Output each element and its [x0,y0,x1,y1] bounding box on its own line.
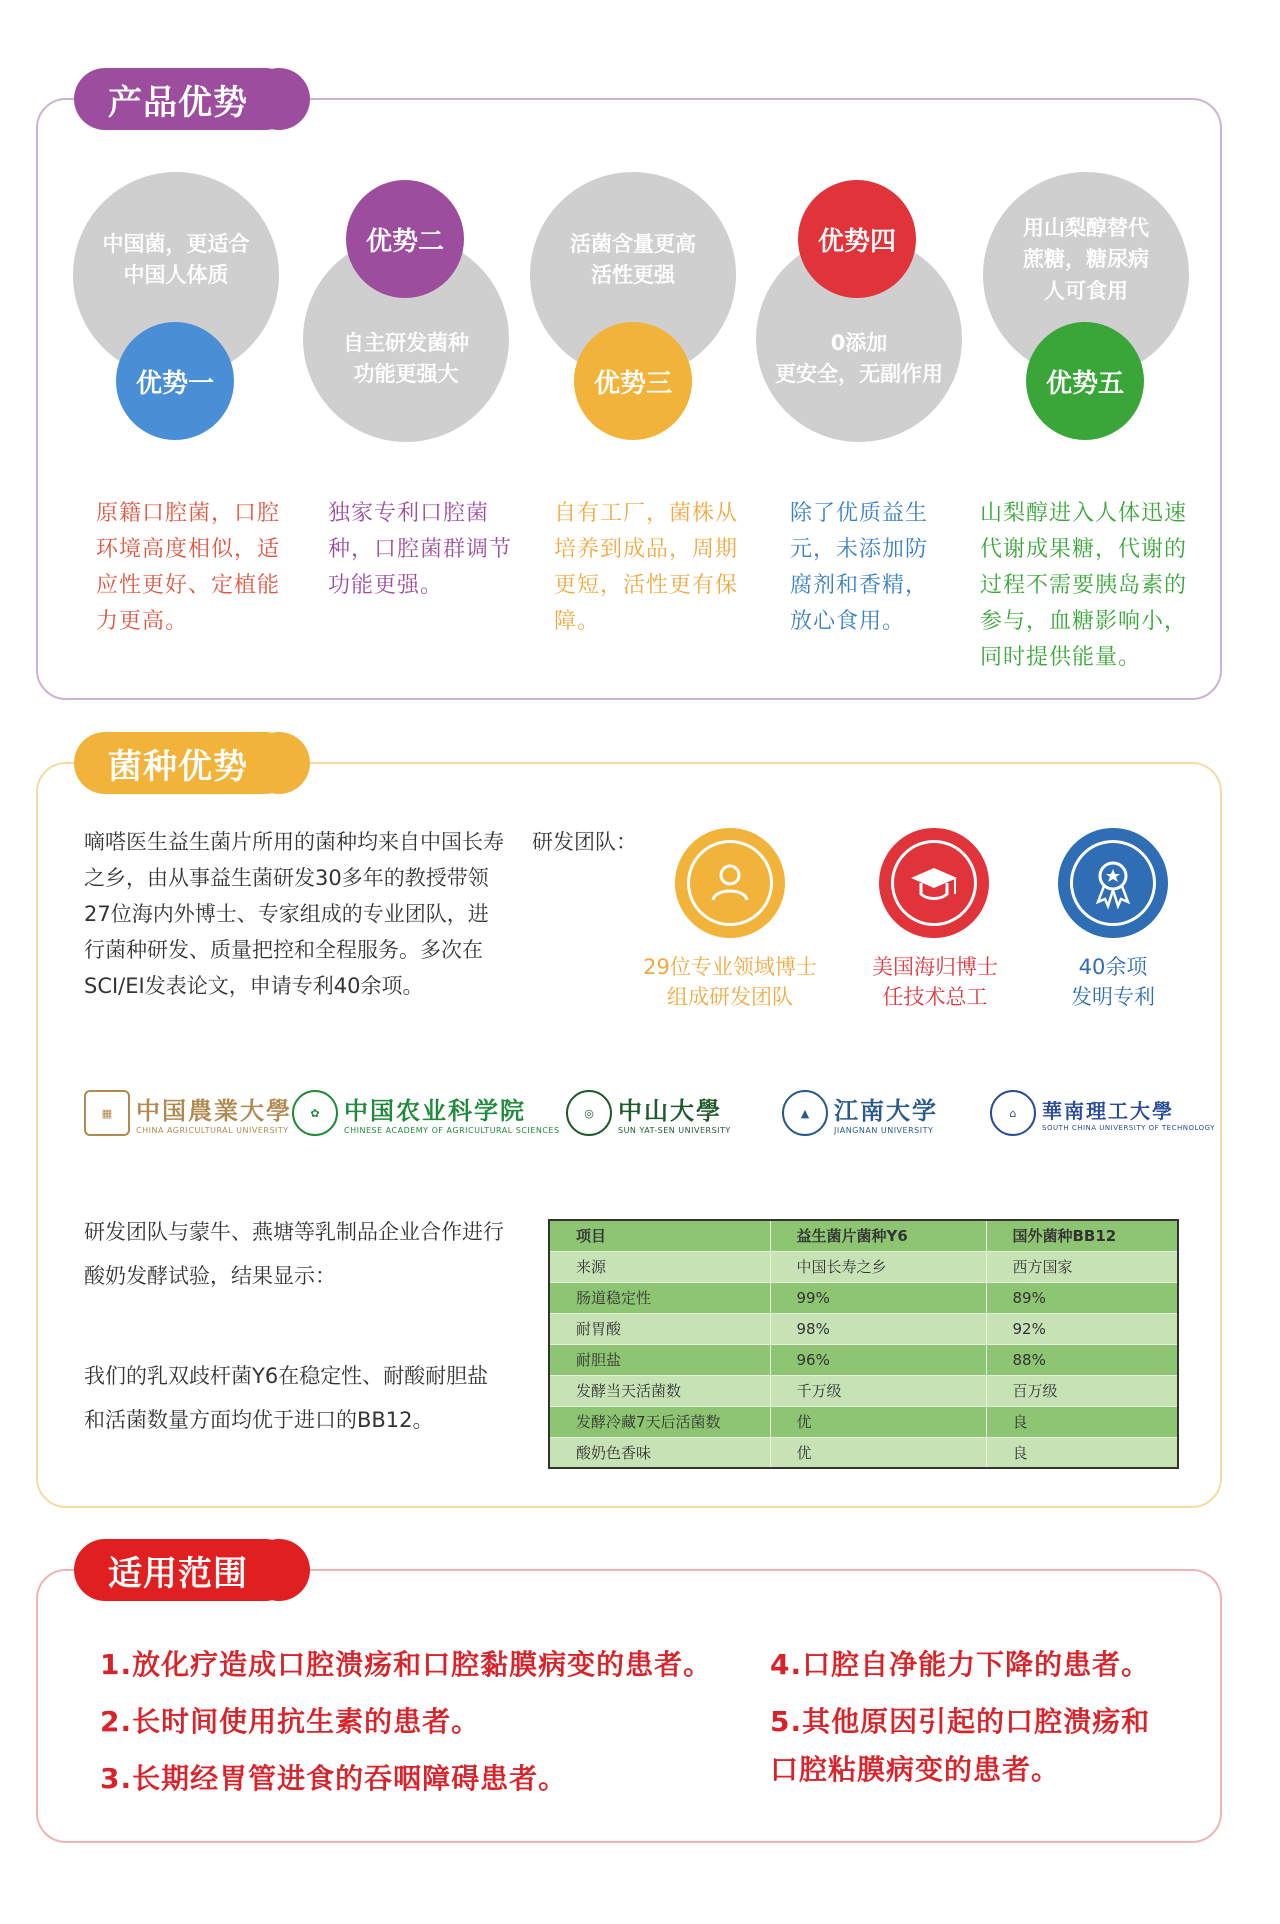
table-cell: 耐胃酸 [549,1313,770,1344]
table-row [549,1313,1178,1344]
advantage-3-badge: 优势三 [574,322,692,440]
table-cell: 88% [986,1344,1178,1375]
table-cell: 优 [770,1406,986,1437]
team-patent-icon-circle [1058,828,1168,938]
table-header-cell: 项目 [549,1220,770,1251]
scope-item-5: 5.其他原因引起的口腔溃疡和 [770,1705,1151,1738]
scope-item-2: 2.长时间使用抗生素的患者。 [100,1705,481,1738]
award-icon [1070,840,1156,926]
comparison-table [548,1219,1179,1469]
scope-item-4: 4.口腔自净能力下降的患者。 [770,1648,1151,1681]
jiangnan-name-cn: 江南大学 [834,1096,938,1125]
table-cell: 优 [770,1437,986,1468]
logo-jiangnan-university [782,1085,938,1141]
advantage-1-badge: 优势一 [116,322,234,440]
table-cell: 96% [770,1344,986,1375]
caas-name-cn: 中国农业科学院 [344,1096,526,1125]
advantage-1-desc: 原籍口腔菌，口腔环境高度相似，适应性更好、定植能力更高。 [96,501,281,634]
advantage-2-desc: 独家专利口腔菌种，口腔菌群调节功能更强。 [328,501,513,598]
team-label: 研发团队： [532,830,637,854]
caas-emblem-icon: ✿ [292,1090,338,1136]
caas-name-en: CHINESE ACADEMY OF AGRICULTURAL SCIENCES [344,1126,560,1135]
advantage-5-badge: 优势五 [1026,322,1144,440]
scut-name-en: SOUTH CHINA UNIVERSITY OF TECHNOLOGY [1042,1123,1215,1132]
scope-right-list [770,1636,1150,1790]
advantage-2-badge: 优势二 [346,180,464,298]
table-cell: 肠道稳定性 [549,1282,770,1313]
cau-name-en: CHINA AGRICULTURAL UNIVERSITY [136,1126,289,1135]
table-cell: 发酵冷藏7天后活菌数 [549,1406,770,1437]
advantage-5-desc: 山梨醇进入人体迅速代谢成果糖，代谢的过程不需要胰岛素的参与，血糖影响小，同时提供能量。 [980,501,1188,670]
table-row [549,1375,1178,1406]
table-cell: 92% [986,1313,1178,1344]
logo-sun-yat-sen-university [566,1085,731,1141]
advantage-3-desc: 自有工厂，菌株从培养到成品，周期更短，活性更有保障。 [554,501,739,634]
jiangnan-emblem-icon: ▲ [782,1090,828,1136]
table-cell: 酸奶色香味 [549,1437,770,1468]
advantage-4-desc: 除了优质益生元，未添加防腐剂和香精，放心食用。 [790,501,929,634]
team-phd-icon-circle [675,828,785,938]
team-returnee-label [835,952,1035,1012]
cau-name-cn: 中国農業大學 [136,1096,292,1125]
team-returnee-icon-circle [879,828,989,938]
advantage-4-circle-text: 0添加 更安全，无副作用 [775,330,943,386]
trial-conclusion: 我们的乳双歧杆菌Y6在稳定性、耐酸耐胆盐和活菌数量方面均优于进口的BB12。 [84,1364,489,1432]
table-cell: 良 [986,1437,1178,1468]
cau-emblem-icon: ▦ [84,1090,130,1136]
sysu-name-en: SUN YAT-SEN UNIVERSITY [618,1126,731,1135]
jiangnan-name-en: JIANGNAN UNIVERSITY [834,1126,934,1135]
team-phd-line1: 29位专业领域博士 [643,955,817,979]
table-row [549,1437,1178,1468]
table-cell: 来源 [549,1251,770,1282]
table-header-cell: 益生菌片菌种Y6 [770,1220,986,1251]
team-patent-line2: 发明专利 [1071,985,1155,1009]
table-cell: 发酵当天活菌数 [549,1375,770,1406]
scut-name-cn: 華南理工大學 [1042,1098,1174,1123]
table-row [549,1344,1178,1375]
team-returnee-line2: 任技术总工 [882,985,988,1009]
table-row [549,1406,1178,1437]
table-cell: 89% [986,1282,1178,1313]
team-phd-label [620,952,840,1012]
table-header-row [549,1220,1178,1251]
sysu-name-cn: 中山大學 [618,1096,722,1125]
product-advantages-title: 产品优势 [74,68,296,130]
table-header-cell: 国外菌种BB12 [986,1220,1178,1251]
table-cell: 千万级 [770,1375,986,1406]
scope-item-1: 1.放化疗造成口腔溃疡和口腔黏膜病变的患者。 [100,1648,713,1681]
table-row [549,1251,1178,1282]
advantage-3-circle-text: 活菌含量更高 活性更强 [570,231,696,287]
team-patent-line1: 40余项 [1078,955,1148,979]
table-cell: 百万级 [986,1375,1178,1406]
advantage-2-circle-text: 自主研发菌种 功能更强大 [343,330,469,386]
applicable-scope-title: 适用范围 [74,1539,296,1601]
strain-advantages-title: 菌种优势 [74,732,296,794]
table-cell: 98% [770,1313,986,1344]
team-returnee-line1: 美国海归博士 [872,955,998,979]
advantage-1-circle-text: 中国菌，更适合 中国人体质 [102,231,250,287]
team-phd-line2: 组成研发团队 [667,985,793,1009]
person-icon [687,840,773,926]
scut-emblem-icon: ⌂ [990,1090,1036,1136]
sysu-emblem-icon: ◎ [566,1090,612,1136]
logo-caas [292,1085,560,1141]
table-cell: 良 [986,1406,1178,1437]
trial-text: 研发团队与蒙牛、燕塘等乳制品企业合作进行酸奶发酵试验，结果显示： [84,1220,504,1288]
scope-item-3: 3.长期经胃管进食的吞咽障碍患者。 [100,1762,568,1795]
graduation-cap-icon [891,840,977,926]
logo-china-agricultural-university [84,1085,292,1141]
logo-scut [990,1085,1215,1141]
table-row [549,1282,1178,1313]
table-cell: 99% [770,1282,986,1313]
table-cell: 西方国家 [986,1251,1178,1282]
scope-left-list [100,1636,712,1807]
advantage-5-circle-text: 用山梨醇替代 蔗糖，糖尿病 人可食用 [1023,215,1149,303]
table-cell: 耐胆盐 [549,1344,770,1375]
scope-item-5-cont: 口腔粘膜病变的患者。 [770,1753,1061,1786]
team-patent-label [1023,952,1203,1012]
advantage-4-badge: 优势四 [798,180,916,298]
strain-intro: 嘀嗒医生益生菌片所用的菌种均来自中国长寿之乡，由从事益生菌研发30多年的教授带领27位海内外博士、专家组成的专业团队，进行菌种研发、质量把控和全程服务。多次在SCI/EI发表论文，申请专利40余项。 [84,830,504,998]
table-cell: 中国长寿之乡 [770,1251,986,1282]
